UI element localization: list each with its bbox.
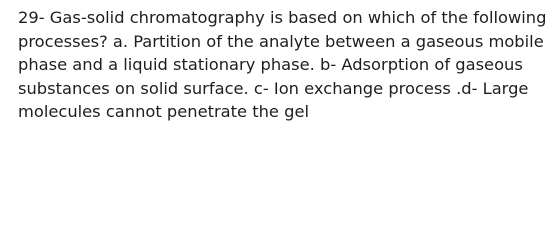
question-text: 29- Gas-solid chromatography is based on which of the following processes? a. Partition of the analyte between a gaseous mobile phase and a liquid stationary phase. b- Adsorption of gaseous substances on solid surface. c- Ion exchange process .d- Large molecules cannot penetrate the gel xyxy=(18,8,547,121)
